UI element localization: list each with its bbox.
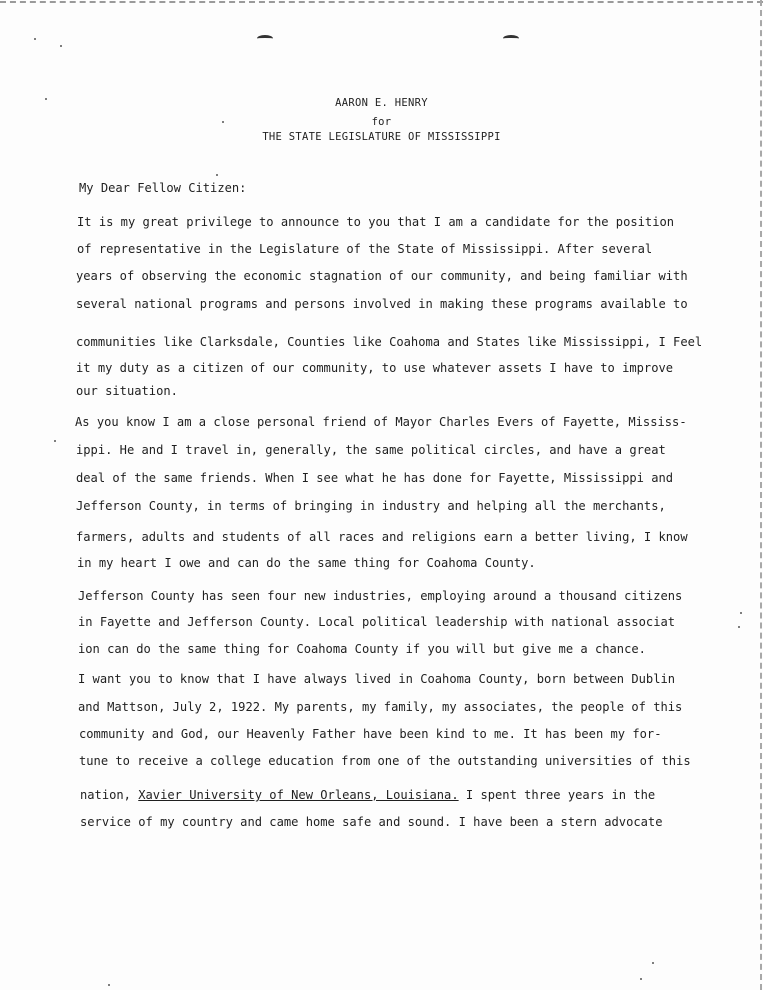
- speck: [60, 45, 62, 47]
- page-right-edge: [760, 0, 762, 990]
- punch-mark-left: [257, 35, 273, 42]
- body-line: ippi. He and I travel in, generally, the same political circles, and have a great: [76, 443, 666, 457]
- body-line: Jefferson County, in terms of bringing in industry and helping all the merchants,: [76, 499, 666, 513]
- body-line: Jefferson County has seen four new industries, employing around a thousand citizens: [78, 589, 683, 603]
- body-line: communities like Clarksdale, Counties like Coahoma and States like Mississippi, I Feel: [76, 335, 703, 349]
- speck: [216, 174, 218, 176]
- body-line: deal of the same friends. When I see what he has done for Fayette, Mississippi and: [76, 471, 674, 485]
- office-title: THE STATE LEGISLATURE OF MISSISSIPPI: [262, 131, 501, 143]
- body-line: and Mattson, July 2, 1922. My parents, my family, my associates, the people of this: [78, 700, 683, 714]
- candidate-name: AARON E. HENRY: [335, 97, 428, 109]
- body-line: community and God, our Heavenly Father have been kind to me. It has been my for-: [79, 727, 662, 741]
- salutation: My Dear Fellow Citizen:: [79, 181, 247, 195]
- speck: [640, 978, 642, 980]
- body-line: As you know I am a close personal friend of Mayor Charles Evers of Fayette, Mississ-: [75, 415, 687, 429]
- body-line: our situation.: [76, 384, 178, 398]
- body-line: [80, 788, 655, 802]
- body-line: tune to receive a college education from one of the outstanding universities of this: [79, 754, 691, 768]
- body-line: farmers, adults and students of all races and religions earn a better living, I know: [76, 530, 688, 544]
- body-line: ion can do the same thing for Coahoma County if you will but give me a chance.: [78, 642, 646, 656]
- body-line: I want you to know that I have always lived in Coahoma County, born between Dublin: [78, 672, 676, 686]
- body-line: years of observing the economic stagnation of our community, and being familiar with: [76, 269, 688, 283]
- speck: [740, 612, 742, 614]
- body-line: several national programs and persons involved in making these programs available to: [76, 297, 688, 311]
- punch-mark-right: [503, 35, 519, 42]
- body-line: it my duty as a citizen of our community, to use whatever assets I have to improve: [76, 361, 674, 375]
- body-text: nation,: [80, 788, 139, 802]
- speck: [738, 626, 740, 628]
- body-line: in Fayette and Jefferson County. Local political leadership with national associat: [78, 615, 676, 629]
- body-line: It is my great privilege to announce to you that I am a candidate for the position: [77, 215, 675, 229]
- university-name: Xavier University of New Orleans, Louisiana.: [138, 788, 459, 802]
- body-text: I spent three years in the: [458, 788, 656, 802]
- speck: [652, 962, 654, 964]
- body-line: service of my country and came home safe and sound. I have been a stern advocate: [80, 815, 663, 829]
- speck: [34, 38, 36, 40]
- speck: [54, 440, 56, 442]
- body-line: of representative in the Legislature of the State of Mississippi. After several: [77, 242, 653, 256]
- page-top-edge: [0, 1, 763, 3]
- speck: [108, 984, 110, 986]
- header-for: for: [371, 116, 392, 128]
- body-line: in my heart I owe and can do the same thing for Coahoma County.: [77, 556, 536, 570]
